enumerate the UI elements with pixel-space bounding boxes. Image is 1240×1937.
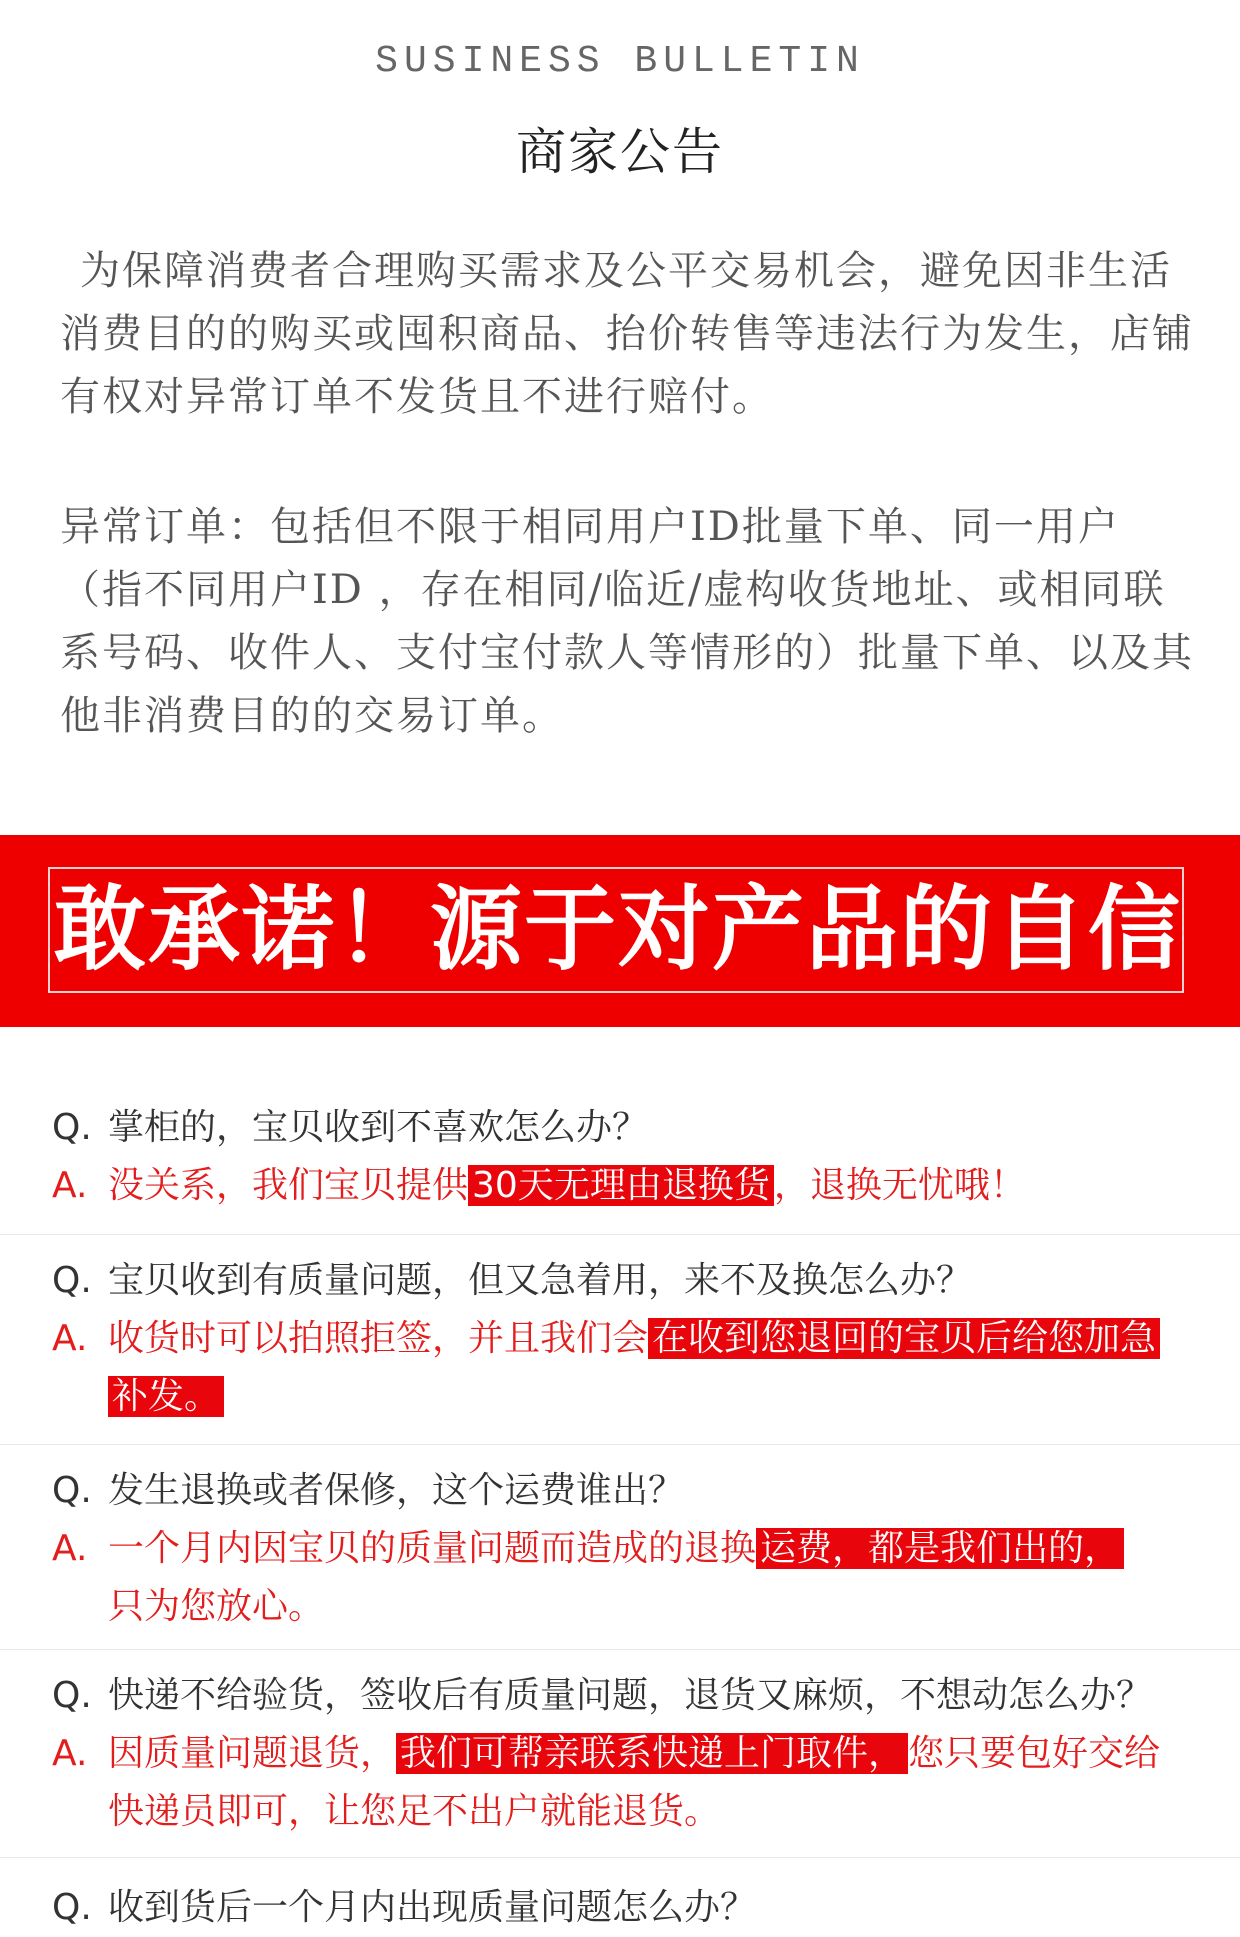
question-prefix: Q. (52, 1260, 92, 1301)
answer-text-after: ，退换无忧哦！ (773, 1165, 1026, 1206)
faq-question (52, 1252, 1202, 1310)
answer-prefix: A. (52, 1528, 88, 1569)
notice-title: 商家公告 (516, 123, 724, 181)
question-text: 宝贝收到有质量问题，但又急着用，来不及换怎么办？ (108, 1260, 973, 1301)
answer-highlight: 我们可帮亲联系快递上门取件， (396, 1733, 908, 1774)
faq-item (0, 1649, 1240, 1858)
banner-slogan: 敢承诺！源于对产品的自信 (53, 876, 1182, 983)
faq-question (52, 1879, 1202, 1937)
faq-answer (52, 1520, 1202, 1578)
faq-question (52, 1462, 1202, 1520)
answer-prefix: A. (52, 1733, 88, 1774)
question-text: 发生退换或者保修，这个运费谁出？ (108, 1470, 685, 1511)
answer-highlight: 30天无理由退换货 (468, 1165, 774, 1206)
faq-answer-continued (52, 1783, 1240, 1841)
faq-item (0, 1857, 1240, 1928)
answer-highlight: 补发。 (108, 1376, 224, 1417)
answer-text: 一个月内因宝贝的质量问题而造成的退换 (108, 1528, 757, 1569)
faq-question (52, 1667, 1202, 1725)
answer-highlight: 在收到您退回的宝贝后给您加急 (648, 1318, 1160, 1359)
answer-text-after: 快递员即可，让您足不出户就能退货。 (108, 1791, 721, 1832)
faq-answer-continued (52, 1578, 1240, 1636)
faq-answer-continued (52, 1368, 1240, 1426)
answer-text-after: 您只要包好交给 (908, 1733, 1161, 1774)
promise-banner (0, 835, 1240, 1027)
faq-item (0, 1027, 1240, 1235)
faq-item (0, 1444, 1240, 1650)
answer-prefix: A. (52, 1318, 88, 1359)
answer-prefix: A. (52, 1165, 88, 1206)
question-prefix: Q. (52, 1107, 92, 1148)
banner-frame (48, 867, 1184, 993)
question-text: 快递不给验货，签收后有质量问题，退货又麻烦，不想动怎么办？ (108, 1675, 1153, 1716)
question-prefix: Q. (52, 1470, 92, 1511)
faq-answer (52, 1157, 1202, 1215)
notice-english-title: SUSINESS BULLETIN (375, 40, 865, 83)
notice-paragraph-2: 异常订单：包括但不限于相同用户ID批量下单、同一用户（指不同用户ID ，存在相同/临近/虚构收货地址、或相同联系号码、收件人、支付宝付款人等情形的）批量下单、以及其他非消费目的的交易订单。 (60, 504, 1194, 739)
faq-answer (52, 1725, 1202, 1783)
question-text: 收到货后一个月内出现质量问题怎么办？ (108, 1887, 757, 1928)
notice-paragraph-1: 为保障消费者合理购买需求及公平交易机会，避免因非生活消费目的的购买或囤积商品、抬价转售等违法行为发生，店铺有权对异常订单不发货且不进行赔付。 (60, 248, 1194, 420)
merchant-notice (0, 0, 1240, 835)
faq-item (0, 1234, 1240, 1445)
question-text: 掌柜的，宝贝收到不喜欢怎么办？ (108, 1107, 649, 1148)
question-prefix: Q. (52, 1675, 92, 1716)
question-prefix: Q. (52, 1887, 92, 1928)
faq-answer (52, 1310, 1202, 1368)
answer-text: 收货时可以拍照拒签，并且我们会 (108, 1318, 649, 1359)
faq-question (52, 1099, 1202, 1157)
answer-highlight: 运费，都是我们出的， (756, 1528, 1124, 1569)
answer-text: 没关系，我们宝贝提供 (108, 1165, 469, 1206)
answer-text-after: 只为您放心。 (108, 1586, 325, 1627)
answer-text: 因质量问题退货， (108, 1733, 397, 1774)
